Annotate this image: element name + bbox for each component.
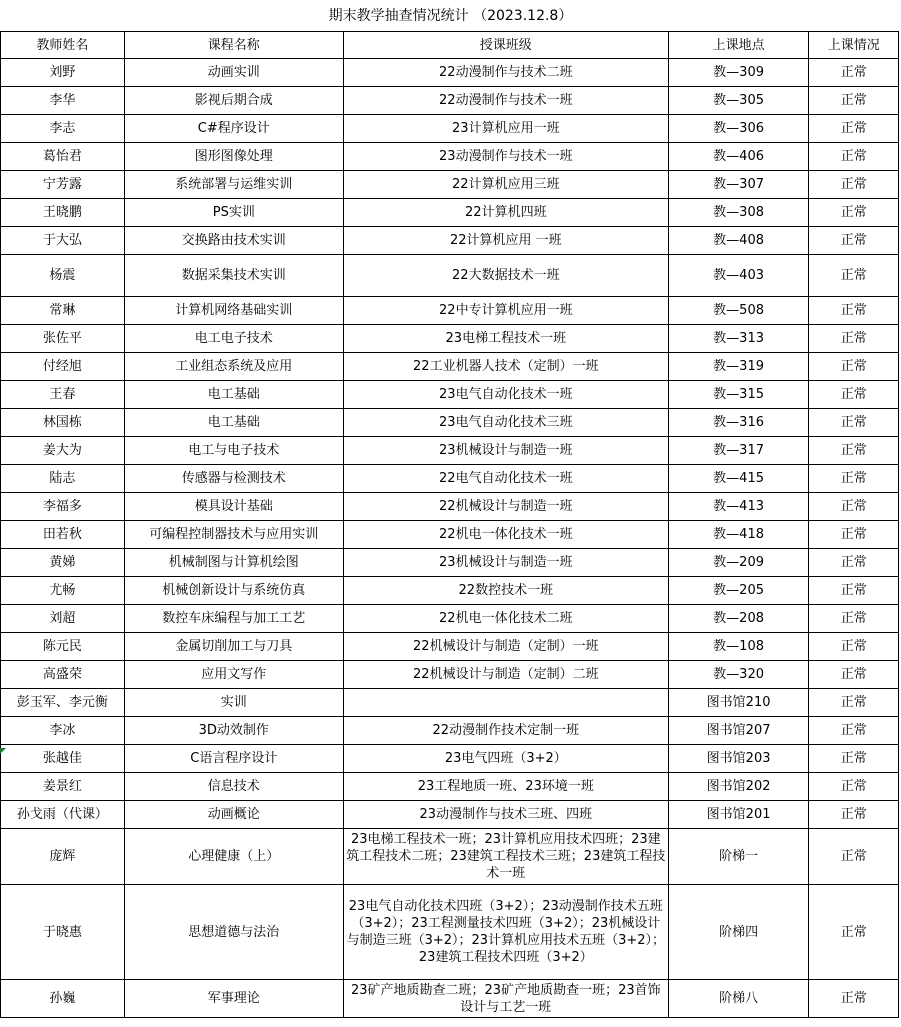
cell-room[interactable]: 教—309 [668, 59, 809, 87]
cell-teacher[interactable]: 李华 [1, 87, 125, 115]
table-row [1, 801, 899, 829]
cell-course[interactable]: 动画实训 [124, 59, 343, 87]
cell-class[interactable]: 22机电一体化技术一班 [343, 521, 668, 549]
cell-course[interactable]: C语言程序设计 [124, 745, 343, 773]
cell-course[interactable]: 实训 [124, 689, 343, 717]
cell-teacher[interactable]: 李志 [1, 115, 125, 143]
cell-course[interactable]: 电工与电子技术 [124, 437, 343, 465]
cell-course[interactable]: 电工电子技术 [124, 325, 343, 353]
cell-course[interactable]: 3D动效制作 [124, 717, 343, 745]
header-room[interactable]: 上课地点 [668, 32, 809, 59]
cell-class[interactable]: 22大数据技术一班 [343, 255, 668, 297]
table-row [1, 437, 899, 465]
table-row [1, 87, 899, 115]
table-row [1, 409, 899, 437]
cell-teacher[interactable]: 王晓鹏 [1, 199, 125, 227]
cell-room[interactable]: 教—406 [668, 143, 809, 171]
cell-room[interactable]: 教—316 [668, 409, 809, 437]
inspection-table [0, 31, 899, 1018]
cell-status[interactable]: 正常 [809, 255, 899, 297]
cell-status[interactable]: 正常 [809, 59, 899, 87]
cell-class[interactable]: 22计算机应用三班 [343, 171, 668, 199]
cell-status[interactable]: 正常 [809, 353, 899, 381]
cell-class[interactable]: 23电气自动化技术一班 [343, 381, 668, 409]
cell-room[interactable]: 教—209 [668, 549, 809, 577]
cell-class[interactable]: 23电气自动化技术三班 [343, 409, 668, 437]
cell-room[interactable]: 教—108 [668, 633, 809, 661]
cell-status[interactable]: 正常 [809, 829, 899, 885]
table-row [1, 549, 899, 577]
cell-course[interactable]: 传感器与检测技术 [124, 465, 343, 493]
cell-teacher[interactable]: 刘超 [1, 605, 125, 633]
cell-teacher[interactable]: 陆志 [1, 465, 125, 493]
table-row [1, 171, 899, 199]
cell-class[interactable]: 22动漫制作与技术一班 [343, 87, 668, 115]
cell-room[interactable]: 教—306 [668, 115, 809, 143]
table-row [1, 773, 899, 801]
table-row [1, 199, 899, 227]
cell-class[interactable]: 22动漫制作技术定制一班 [343, 717, 668, 745]
cell-class[interactable]: 23电气四班（3+2） [343, 745, 668, 773]
cell-status[interactable]: 正常 [809, 633, 899, 661]
cell-class[interactable]: 23动漫制作与技术一班 [343, 143, 668, 171]
cell-teacher[interactable]: 孙巍 [1, 980, 125, 1018]
cell-room[interactable]: 阶梯一 [668, 829, 809, 885]
table-row [1, 689, 899, 717]
cell-course[interactable]: 电工基础 [124, 409, 343, 437]
table-row [1, 381, 899, 409]
cell-course[interactable]: 模具设计基础 [124, 493, 343, 521]
cell-status[interactable]: 正常 [809, 980, 899, 1018]
table-row [1, 717, 899, 745]
cell-teacher[interactable]: 常琳 [1, 297, 125, 325]
cell-course[interactable]: 系统部署与运维实训 [124, 171, 343, 199]
cell-class[interactable]: 23动漫制作与技术三班、四班 [343, 801, 668, 829]
table-row [1, 885, 899, 980]
cell-course[interactable]: 电工基础 [124, 381, 343, 409]
cell-room[interactable]: 教—319 [668, 353, 809, 381]
cell-status[interactable]: 正常 [809, 689, 899, 717]
cell-class[interactable]: 22机电一体化技术二班 [343, 605, 668, 633]
cell-room[interactable]: 教—208 [668, 605, 809, 633]
cell-class[interactable]: 22机械设计与制造一班 [343, 493, 668, 521]
cell-status[interactable]: 正常 [809, 437, 899, 465]
table-row [1, 59, 899, 87]
cell-room[interactable]: 教—308 [668, 199, 809, 227]
cell-room[interactable]: 教—305 [668, 87, 809, 115]
cell-teacher[interactable]: 葛怡君 [1, 143, 125, 171]
cell-course[interactable]: 工业组态系统及应用 [124, 353, 343, 381]
cell-course[interactable]: 金属切削加工与刀具 [124, 633, 343, 661]
cell-teacher[interactable]: 彭玉军、李元衡 [1, 689, 125, 717]
cell-course[interactable]: 交换路由技术实训 [124, 227, 343, 255]
header-class[interactable]: 授课班级 [343, 32, 668, 59]
cell-course[interactable]: 动画概论 [124, 801, 343, 829]
cell-teacher[interactable]: 田若秋 [1, 521, 125, 549]
cell-status[interactable]: 正常 [809, 115, 899, 143]
table-row [1, 143, 899, 171]
cell-class[interactable]: 23电梯工程技术一班；23计算机应用技术四班；23建筑工程技术二班；23建筑工程技术三班；23建筑工程技术一班 [343, 829, 668, 885]
cell-status[interactable]: 正常 [809, 717, 899, 745]
cell-room[interactable]: 教—317 [668, 437, 809, 465]
cell-class[interactable]: 22电气自动化技术一班 [343, 465, 668, 493]
table-row [1, 521, 899, 549]
cell-room[interactable]: 教—307 [668, 171, 809, 199]
cell-class[interactable]: 23电气自动化技术四班（3+2）；23动漫制作技术五班（3+2）；23工程测量技术四班（3+2）；23机械设计与制造三班（3+2）；23计算机应用技术五班（3+2）；23建筑工程技术四班（3+2） [343, 885, 668, 980]
cell-teacher[interactable]: 姜景红 [1, 773, 125, 801]
cell-room[interactable]: 教—413 [668, 493, 809, 521]
cell-room[interactable]: 教—403 [668, 255, 809, 297]
cell-teacher[interactable]: 刘野 [1, 59, 125, 87]
cell-course[interactable]: 信息技术 [124, 773, 343, 801]
cell-course[interactable]: C#程序设计 [124, 115, 343, 143]
cell-class[interactable]: 22数控技术一班 [343, 577, 668, 605]
cell-teacher[interactable]: 高盛荣 [1, 661, 125, 689]
cell-course[interactable]: 思想道德与法治 [124, 885, 343, 980]
cell-room[interactable]: 图书馆202 [668, 773, 809, 801]
header-course[interactable]: 课程名称 [124, 32, 343, 59]
cell-course[interactable]: 军事理论 [124, 980, 343, 1018]
cell-teacher[interactable]: 杨震 [1, 255, 125, 297]
cell-status[interactable]: 正常 [809, 227, 899, 255]
cell-course[interactable]: 可编程控制器技术与应用实训 [124, 521, 343, 549]
table-row [1, 661, 899, 689]
cell-room[interactable]: 教—313 [668, 325, 809, 353]
cell-room[interactable]: 图书馆207 [668, 717, 809, 745]
table-row [1, 115, 899, 143]
table-row [1, 577, 899, 605]
cell-teacher[interactable]: 张越佳 [1, 745, 125, 773]
cell-status[interactable]: 正常 [809, 577, 899, 605]
cell-teacher[interactable]: 王春 [1, 381, 125, 409]
cell-status[interactable]: 正常 [809, 745, 899, 773]
cell-status[interactable]: 正常 [809, 381, 899, 409]
cell-teacher[interactable]: 尤畅 [1, 577, 125, 605]
cell-class[interactable]: 23电梯工程技术一班 [343, 325, 668, 353]
cell-teacher[interactable]: 姜大为 [1, 437, 125, 465]
cell-room[interactable]: 阶梯八 [668, 980, 809, 1018]
sheet-title: 期末教学抽查情况统计 （2023.12.8） [328, 8, 573, 24]
cell-class[interactable]: 23矿产地质勘查二班；23矿产地质勘查一班；23首饰设计与工艺一班 [343, 980, 668, 1018]
cell-room[interactable]: 教—408 [668, 227, 809, 255]
table-row [1, 605, 899, 633]
cell-course[interactable]: 计算机网络基础实训 [124, 297, 343, 325]
header-row [1, 32, 899, 59]
cell-room[interactable]: 图书馆201 [668, 801, 809, 829]
cell-course[interactable]: PS实训 [124, 199, 343, 227]
cell-status[interactable]: 正常 [809, 87, 899, 115]
cell-course[interactable]: 数控车床编程与加工工艺 [124, 605, 343, 633]
cell-room[interactable]: 教—320 [668, 661, 809, 689]
table-row [1, 980, 899, 1018]
cell-room[interactable]: 教—205 [668, 577, 809, 605]
cell-class[interactable]: 22动漫制作与技术二班 [343, 59, 668, 87]
cell-course[interactable]: 数据采集技术实训 [124, 255, 343, 297]
table-row [1, 493, 899, 521]
cell-class[interactable]: 23机械设计与制造一班 [343, 437, 668, 465]
cell-teacher[interactable]: 张佐平 [1, 325, 125, 353]
cell-class[interactable]: 23工程地质一班、23环境一班 [343, 773, 668, 801]
cell-course[interactable]: 心理健康（上） [124, 829, 343, 885]
cell-status[interactable]: 正常 [809, 143, 899, 171]
cell-room[interactable]: 阶梯四 [668, 885, 809, 980]
cell-status[interactable]: 正常 [809, 465, 899, 493]
header-teacher[interactable]: 教师姓名 [1, 32, 125, 59]
cell-teacher[interactable]: 庞辉 [1, 829, 125, 885]
cell-room[interactable]: 图书馆203 [668, 745, 809, 773]
cell-course[interactable]: 影视后期合成 [124, 87, 343, 115]
cell-class[interactable]: 22计算机应用 一班 [343, 227, 668, 255]
cell-status[interactable]: 正常 [809, 409, 899, 437]
table-row [1, 325, 899, 353]
table-row [1, 255, 899, 297]
cell-class[interactable]: 22中专计算机应用一班 [343, 297, 668, 325]
cell-class[interactable]: 23机械设计与制造一班 [343, 549, 668, 577]
table-row [1, 465, 899, 493]
cell-teacher[interactable]: 孙戈雨（代课） [1, 801, 125, 829]
cell-room[interactable]: 图书馆210 [668, 689, 809, 717]
cell-status[interactable]: 正常 [809, 661, 899, 689]
cell-teacher[interactable]: 付经旭 [1, 353, 125, 381]
cell-class[interactable]: 22机械设计与制造（定制）一班 [343, 633, 668, 661]
cell-teacher[interactable]: 黄娣 [1, 549, 125, 577]
cell-class[interactable]: 23计算机应用一班 [343, 115, 668, 143]
cell-teacher[interactable]: 李福多 [1, 493, 125, 521]
cell-teacher[interactable]: 宁芳露 [1, 171, 125, 199]
cell-status[interactable]: 正常 [809, 493, 899, 521]
cell-status[interactable]: 正常 [809, 171, 899, 199]
cell-status[interactable]: 正常 [809, 199, 899, 227]
cell-status[interactable]: 正常 [809, 297, 899, 325]
cell-status[interactable]: 正常 [809, 885, 899, 980]
cell-class[interactable]: 22机械设计与制造（定制）二班 [343, 661, 668, 689]
cell-status[interactable]: 正常 [809, 549, 899, 577]
table-row [1, 633, 899, 661]
header-status[interactable]: 上课情况 [809, 32, 899, 59]
cell-status[interactable]: 正常 [809, 801, 899, 829]
table-row [1, 745, 899, 773]
cell-status[interactable]: 正常 [809, 521, 899, 549]
cell-course[interactable]: 应用文写作 [124, 661, 343, 689]
cell-class[interactable]: 22工业机器人技术（定制）一班 [343, 353, 668, 381]
cell-status[interactable]: 正常 [809, 325, 899, 353]
cell-status[interactable]: 正常 [809, 773, 899, 801]
cell-teacher[interactable]: 李冰 [1, 717, 125, 745]
table-row [1, 353, 899, 381]
cell-teacher[interactable]: 陈元民 [1, 633, 125, 661]
cell-course[interactable]: 图形图像处理 [124, 143, 343, 171]
cell-class[interactable] [343, 689, 668, 717]
table-row [1, 297, 899, 325]
cell-room[interactable]: 教—315 [668, 381, 809, 409]
cell-teacher[interactable]: 林国栋 [1, 409, 125, 437]
cell-teacher[interactable]: 于大弘 [1, 227, 125, 255]
cell-status[interactable]: 正常 [809, 605, 899, 633]
cell-class[interactable]: 22计算机四班 [343, 199, 668, 227]
cell-course[interactable]: 机械制图与计算机绘图 [124, 549, 343, 577]
cell-room[interactable]: 教—418 [668, 521, 809, 549]
table-row [1, 227, 899, 255]
cell-room[interactable]: 教—415 [668, 465, 809, 493]
table-row [1, 829, 899, 885]
cell-room[interactable]: 教—508 [668, 297, 809, 325]
cell-course[interactable]: 机械创新设计与系统仿真 [124, 577, 343, 605]
cell-comment-marker [0, 748, 6, 754]
cell-teacher[interactable]: 于晓惠 [1, 885, 125, 980]
